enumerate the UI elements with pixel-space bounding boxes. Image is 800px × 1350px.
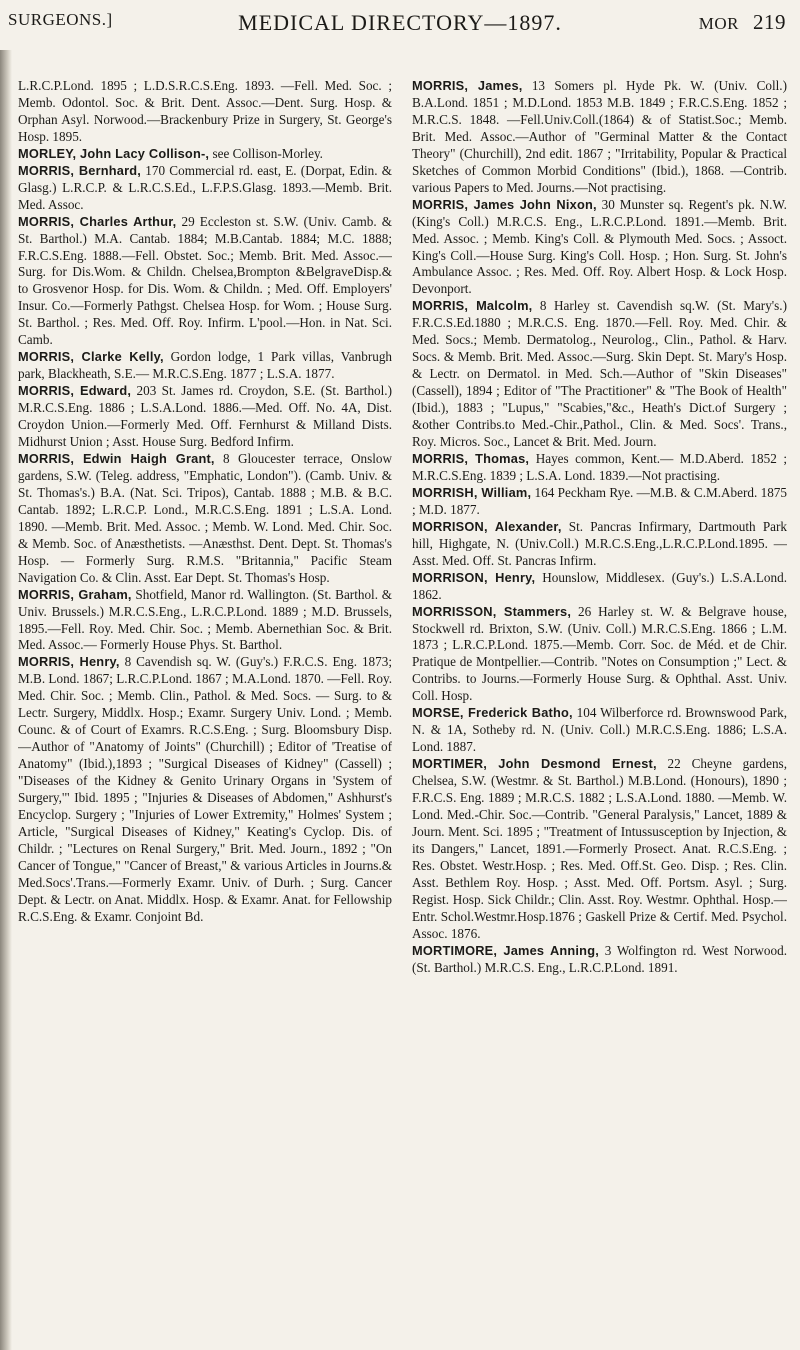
entry-details: L.R.C.P.Lond. 1895 ; L.D.S.R.C.S.Eng. 1893. —Fell. Med. Soc. ; Memb. Odontol. Soc. & Brit. Dent. Assoc.—Dent. Surg. Hosp. & Orphan Asyl. Norwood.—Brackenbury Prize in Surgery, St. George's Hosp. 1895. [18, 78, 392, 144]
entry-details: 164 Peckham Rye. —M.B. & C.M.Aberd. 1875 ; M.D. 1877. [412, 484, 787, 517]
entry-name: MORRIS, Thomas, [412, 450, 530, 466]
page-range [699, 10, 786, 35]
running-header [0, 0, 800, 46]
entry-name: MORRIS, Clarke Kelly, [18, 349, 164, 365]
directory-entry [18, 214, 392, 350]
directory-entry [412, 604, 787, 706]
range-label: MOR [698, 14, 739, 33]
entry-name: MORLEY, John Lacy Collison-, [18, 145, 210, 161]
directory-entry [412, 78, 787, 197]
entry-details: 203 St. James rd. Croydon, S.E. (St. Barthol.) M.R.C.S.Eng. 1886 ; L.S.A.Lond. 1886.—Med. Off. No. 4A, Dist. Croydon Union.—Formerly Med. Off. Fernhurst & Milland Dists. Midhurst Union ; Asst. House Surg. Bedford Infirm. [18, 383, 392, 450]
entry-name: MORRIS, Bernhard, [18, 162, 142, 178]
entry-details: St. Pancras Infirmary, Dartmouth Park hill, Highgate, N. (Univ.Coll.) M.R.C.S.Eng.,L.R.C.P.Lond.1895. —Asst. Med. Off. St. Pancras Infirm. [412, 518, 787, 568]
directory-entry [18, 451, 392, 587]
entry-name: MORRIS, James John Nixon, [412, 196, 597, 212]
entry-details: Shotfield, Manor rd. Wallington. (St. Barthol. & Univ. Brussels.) M.R.C.S.Eng., L.R.C.P.Lond. 1889 ; M.D. Brussels, 1895.—Fell. Roy. Med. Chir. Soc. ; Memb. Abernethian Soc. & Brit. Med. Assoc.— Formerly House Phys. St. Barthol. [18, 586, 392, 653]
entry-name: MORRIS, Edwin Haigh Grant, [18, 450, 215, 466]
entry-details: Hayes common, Kent.— M.D.Aberd. 1852 ; M.R.C.S.Eng. 1839 ; L.S.A. Lond. 1839.—Not practising. [412, 450, 787, 483]
directory-entry [18, 78, 392, 146]
entry-name: MORTIMER, John Desmond Ernest, [412, 756, 657, 772]
directory-entry [412, 197, 787, 299]
entry-name: MORRISON, Alexander, [412, 518, 562, 534]
directory-entry [412, 451, 787, 485]
entry-name: MORTIMORE, James Anning, [412, 942, 599, 958]
directory-entry [18, 587, 392, 655]
entry-details: Hounslow, Middlesex. (Guy's.) L.S.A.Lond. 1862. [412, 569, 787, 602]
directory-entry [412, 519, 787, 570]
directory-entry [18, 146, 392, 163]
entry-details: 13 Somers pl. Hyde Pk. W. (Univ. Coll.) B.A.Lond. 1851 ; M.D.Lond. 1853 M.B. 1849 ; F.R.C.S.Eng. 1852 ; M.R.C.S. 1848. —Fell.Univ.Coll.(1864) & of Statist.Soc.; Memb. Brit. Med. Assoc.—Author of "Germinal Matter & the Contact Theory" (Churchill), 2nd edit. 1867 ; "Irritability, Popular & Practical Sketches of Common Morbid Conditions" (Ibid.), 1868. —Contrib. various Papers to Med. Journs.—Not practising. [412, 78, 787, 195]
entry-details: 30 Munster sq. Regent's pk. N.W. (King's Coll.) M.R.C.S. Eng., L.R.C.P.Lond. 1891.—Memb. Brit. Med. Assoc. ; Memb. King's Coll. & Plymouth Med. Socs. ; Assoct. King's Coll.—House Surg. King's Coll. Hosp. ; Hon. Surg. St. John's Ambulance Assoc. ; Res. Med. Off. Roy. Albert Hosp. & Lock Hosp. Devonport. [412, 196, 787, 297]
entry-details: 104 Wilberforce rd. Brownswood Park, N. & 1A, Sotheby rd. N. (Univ. Coll.) M.R.C.S.Eng. 1886; L.S.A. Lond. 1887. [412, 705, 787, 755]
entry-name: MORRIS, Graham, [18, 586, 132, 602]
section-label: SURGEONS.] [8, 10, 113, 29]
entry-name: MORRIS, Henry, [18, 654, 120, 670]
left-column [18, 78, 392, 1336]
entry-name: MORRIS, James, [412, 78, 523, 93]
running-title: MEDICAL DIRECTORY—1897. [238, 10, 562, 35]
entry-details: see Collison-Morley. [209, 145, 323, 161]
directory-entry [18, 383, 392, 451]
directory-entry [412, 756, 787, 942]
entry-details: 3 Wolfington rd. West Norwood. (St. Barthol.) M.R.C.S. Eng., L.R.C.P.Lond. 1891. [412, 942, 787, 975]
directory-entry [18, 654, 392, 925]
right-column [412, 78, 787, 1336]
directory-entry [412, 943, 787, 977]
entry-name: MORRISON, Henry, [412, 569, 536, 585]
entry-name: MORRISSON, Stammers, [412, 603, 572, 619]
entry-details: 26 Harley st. W. & Belgrave house, Stockwell rd. Brixton, S.W. (Univ. Coll.) M.R.C.S.Eng. 1866 ; L.M. 1873 ; L.R.C.P.Lond. 1875.—Memb. Corr. Soc. de Méd. et de Chir. Pratique de Montpellier.—Contrib. "Notes on Consumption ;" Lect. & Contribs. to Journs.—Formerly House Surg. & Ophthal. Asst. Univ. Coll. Hosp. [412, 603, 787, 704]
entry-details: 22 Cheyne gardens, Chelsea, S.W. (Westmr. & St. Barthol.) M.B.Lond. (Honours), 1890 ; F.R.C.S. Eng. 1889 ; M.R.C.S. 1882 ; L.S.A.Lond. 1880. —Memb. W. Lond. Med.-Chir. Soc.—Contrib. "General Paralysis," Lancet, 1889 & Journ. Ment. Sci. 1895 ; "Treatment of Intussusception by Injection, & its Dangers," Lancet, 1891.—Formerly Prosect. Anat. R.C.S.Eng. ; Res. Obstet. Westr.Hosp. ; Res. Med. Off.St. Geo. Disp. ; Res. Clin. Asst. Bethlem Roy. Hosp. ; Asst. Med. Off. Portsm. Asyl. ; Surg. Regist. Hosp. Sick Childr.; Clin. Asst. Roy. Westmr. Ophthal. Hosp.—Entr. Schol.Westmr.Hosp.1876 ; Gaskell Prize & Certif. Med. Psychol. Assoc. 1876. [412, 756, 787, 941]
directory-entry [18, 163, 392, 214]
directory-entry [412, 485, 787, 519]
entry-name: MORRISH, William, [412, 484, 532, 500]
binding-shadow [0, 50, 12, 1350]
entry-details: 8 Gloucester terrace, Onslow gardens, S.W. (Teleg. address, "Emphatic, London"). (Camb. Univ. & St. Thomas's.) B.A. (Nat. Sci. Tripos), Cantab. 1888 ; M.B. & B.C. Cantab. 1892; L.R.C.P. Lond., M.R.C.S.Eng. 1891 ; L.S.A. Lond. 1890. —Memb. Brit. Med. Assoc. ; Memb. W. Lond. Med. Chir. Soc. & Memb. Soc. of Anæsthetists. —Anæsthst. Dent. Dept. St. Thomas's Hosp. — Formerly Surg. R.M.S. "Britannia," Pacific Steam Navigation Co. & Clin. Asst. Ear Dept. St. Thomas's Hosp. [18, 450, 392, 585]
directory-entry [412, 570, 787, 604]
entry-name: MORSE, Frederick Batho, [412, 705, 573, 721]
entry-name: MORRIS, Charles Arthur, [18, 213, 177, 229]
page-number: 219 [753, 10, 786, 34]
entry-details: 170 Commercial rd. east, E. (Dorpat, Edin. & Glasg.) L.R.C.P. & L.R.C.S.Ed., L.F.P.S.Glasg. 1893.—Memb. Brit. Med. Assoc. [18, 162, 392, 212]
entry-details: 8 Harley st. Cavendish sq.W. (St. Mary's.) F.R.C.S.Ed.1880 ; M.R.C.S. Eng. 1870.—Fell. Roy. Med. Chir. & Med. Socs.; Memb. Dermatolog., Neurolog., Clin., Pathol. & Harv. Socs. & Memb. Brit. Med. Assoc.—Surg. Skin Dept. St. Mary's Hosp. & Lectr. on Dermatol. in Med. Sch.—Author of "Skin Diseases" (Cassell), 1894 ; Editor of "The Practitioner" & "The Book of Health" (Ibid.), 1883 ; "Lupus," "Scabies,"&c., Heath's Dict.of Surgery ; &other Contribs.to Med.-Chir.,Pathol., Clin. & Med. Socs'. Trans., Roy. Micros. Soc., Lancet & Brit. Med. Journ. [412, 298, 787, 450]
entry-name: MORRIS, Malcolm, [412, 298, 533, 314]
entry-details: Gordon lodge, 1 Park villas, Vanbrugh park, Blackheath, S.E.— M.R.C.S.Eng. 1877 ; L.S.A. 1877. [18, 349, 392, 382]
directory-entry [412, 705, 787, 756]
directory-entry [412, 298, 787, 451]
directory-entry [18, 349, 392, 383]
entry-name: MORRIS, Edward, [18, 383, 132, 399]
entry-details: 29 Eccleston st. S.W. (Univ. Camb. & St. Barthol.) M.A. Cantab. 1884; M.B.Cantab. 1884; M.C. 1888; F.R.C.S.Eng. 1888.—Fell. Obstet. Soc.; Memb. Brit. Med. Assoc.—Surg. for Dis.Wom. & Childn. Chelsea,Brompton &BelgraveDisp.& to Grosvenor Hosp. for Dis. Wom. & Childn. ; Med. Off. Employers' Insur. Co.—Formerly Pathgst. Chelsea Hosp. for Wom. ; House Surg. St. Barthol. ; Res. Med. Off. Roy. Infirm. L'pool.—Hon. in Nat. Sci. Camb. [18, 213, 392, 348]
entry-details: 8 Cavendish sq. W. (Guy's.) F.R.C.S. Eng. 1873; M.B. Lond. 1867; L.R.C.P.Lond. 1867 ; M.A.Lond. 1870. —Fell. Roy. Med. Chir. Soc. ; Memb. Clin., Pathol. & Med. Socs. — Surg. to & Lectr. Surgery, Middlx. Hosp.; Examr. Surgery Univ. Lond. ; Memb. Counc. & of Court of Examrs. R.C.S.Eng. ; Surg. Bloomsbury Disp.—Author of "Anatomy of Joints" (Churchill) ; Editor of 'Treatise of Anatomy" (Ibid.),1893 ; "Surgical Diseases of Kidney" (Cassell) ; "Diseases of the Kidney & Genito Urinary Organs in 'System of Surgery,'" Ibid. 1895 ; "Injuries & Diseases of Abdomen," Ashhurst's Encyclop. Surgery ; "Injuries of Lower Extremity," Holmes' System ; Article, "Surgical Diseases of Kidney," Keating's Cyclop. Dis. of Childr. ; "Lectures on Renal Surgery," Brit. Med. Journ., 1892 ; "On Cancer of Tongue," "Cancer of Breast," & various Articles in Journs.& Med.Socs'.Trans.—Formerly Examr. Univ. of Durh. ; Surg. Cancer Dept. & Lectr. on Anat. Middlx. Hosp. & Examr. Anat. for Fellowship R.C.S.Eng. & Examr. Conjoint Bd. [18, 654, 392, 924]
